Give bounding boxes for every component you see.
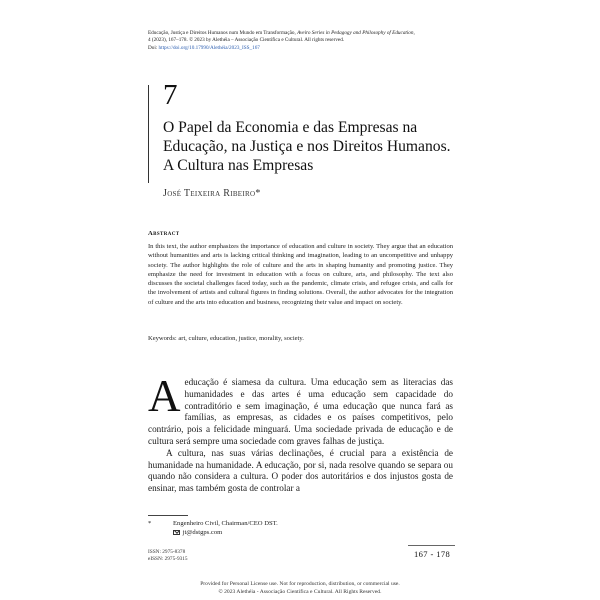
- page-range: 167 - 178: [414, 549, 451, 559]
- footnote-email[interactable]: jt@dstgps.com: [182, 529, 223, 536]
- doi-line: [148, 45, 458, 52]
- keywords: Keywords: art, culture, education, justice, morality, society.: [148, 335, 304, 342]
- envelope-icon: [173, 530, 180, 535]
- page-range-rule: [408, 545, 455, 546]
- paragraph-1-text: educação é siamesa da cultura. Uma educação sem as literacias das humanidades e das artes é uma educação sem capacidade do contraditório e sem imaginação, é uma educação que nunca fará as famílias, as empresas, as cidades e os países competitivos, pelo contrário, pois a felicidade minguará. Uma sociedade privada de educação e de cultura será sempre uma sociedade com graves falhas de justiça.: [148, 377, 453, 446]
- chapter-title: O Papel da Economia e das Empresas na Educação, na Justiça e nos Direitos Humanos. A Cultura nas Empresas: [163, 119, 451, 174]
- paragraph-1: [148, 371, 453, 448]
- author-name: José Teixeira Ribeiro*: [163, 188, 261, 199]
- license-line-1: Provided for Personal License use. Not for reproduction, distribution, or commercial use.: [200, 581, 400, 587]
- running-header: [148, 30, 458, 52]
- footnote-affiliation: Engenheiro Civil, Chairman/CEO DST.: [173, 520, 278, 527]
- chapter-number: 7: [163, 79, 178, 111]
- doi-label: Doi:: [148, 44, 158, 51]
- license-line-2: © 2023 Alethéia - Associação Científica e Cultural. All Rights Reserved.: [218, 589, 382, 595]
- abstract-heading: Abstract: [148, 230, 180, 237]
- chapter-vertical-rule: [148, 85, 149, 183]
- footnote-affiliation-row: [148, 519, 448, 528]
- doi-link[interactable]: https://doi.org/10.17990/Alethéia/2023_ISS_167: [158, 44, 260, 51]
- citation-title: Educação, Justiça e Direitos Humanos num Mundo em Transformação,: [148, 30, 296, 36]
- footnote-email-row: [148, 528, 448, 537]
- volume-pages: 4 (2023), 167–178. © 2023 by Alethéia – Associação Científica e Cultural. All rights reserved.: [148, 37, 345, 44]
- issn: ISSN: 2975-8378: [148, 549, 186, 555]
- paragraph-2: A cultura, nas suas várias declinações, é crucial para a existência de humanidade na humanidade. A educação, por si, nada resolve quando se separa ou quando não considera a cultura. O poder dos autoritários e dos injustos gosta de ensinar, mas também gosta de controlar a: [148, 447, 453, 494]
- eissn: eISSN: 2975-9315: [148, 556, 188, 562]
- footnote: [148, 519, 448, 537]
- drop-cap: A: [148, 371, 181, 421]
- series-title: Aveiro Series in Pedagogy and Philosophy of Education,: [297, 30, 415, 36]
- license-notice: [0, 580, 600, 596]
- footnote-mark: *: [148, 520, 152, 527]
- abstract-body: In this text, the author emphasizes the importance of education and culture in society. They argue that an education without humanities and arts is lacking critical thinking and imagination, leading to an uncompetitive and unhappy society. The author highlights the role of culture and the arts in shaping humanity and promoting justice. They emphasize the need for investment in education with a focus on culture, arts, and philosophy. The text also discusses the societal challenges faced today, such as the pandemic, climate crisis, and refugee crisis, and calls for the involvement of artists and cultural figures in finding solutions. Overall, the author advocates for the integration of culture and the arts into education and business, recognizing their value and impact on society.: [148, 243, 453, 306]
- main-text: [148, 371, 453, 495]
- issn-block: [148, 549, 188, 563]
- footnote-rule: [148, 515, 188, 516]
